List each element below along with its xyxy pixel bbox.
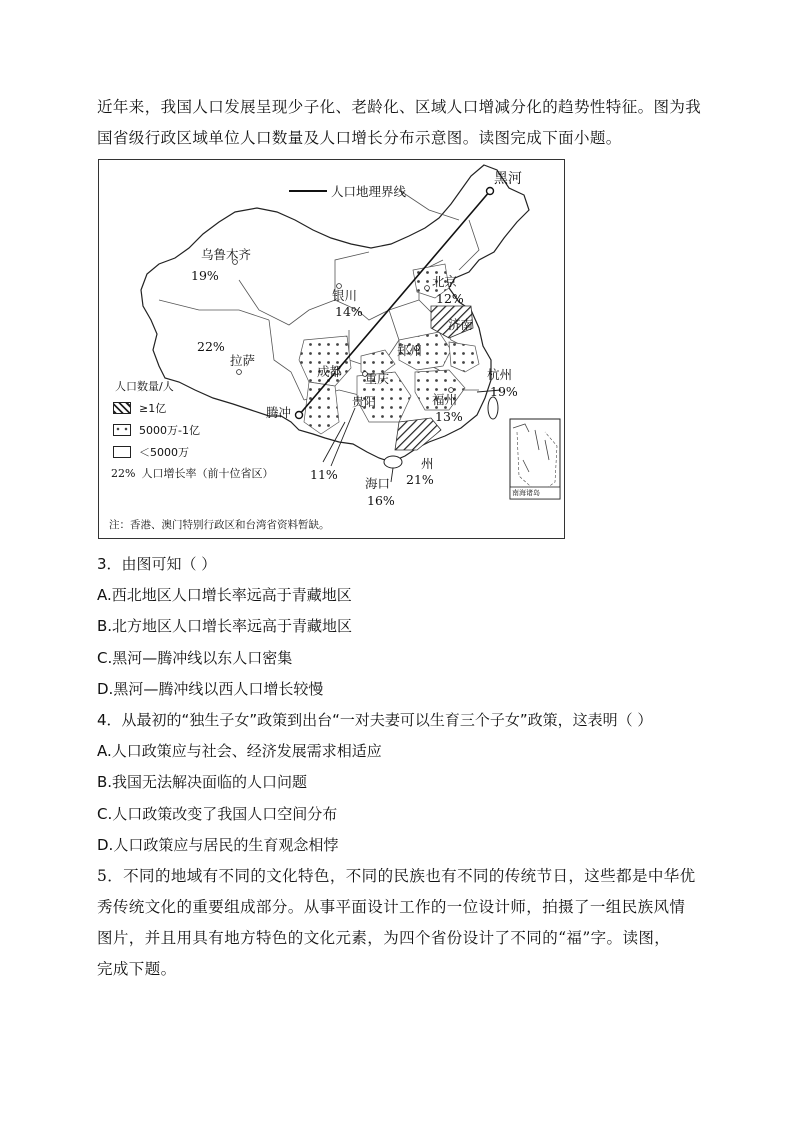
label-jinan: 济南 [448, 317, 474, 332]
china-map-drawing [99, 160, 566, 540]
legend-title: 人口数量/人 [115, 380, 174, 393]
intro-paragraph [97, 92, 707, 154]
legend-high [113, 400, 166, 416]
question-4-option-c[interactable]: C.人口政策改变了我国人口空间分布 [97, 805, 338, 823]
map-note: 注：香港、澳门特别行政区和台湾省资料暂缺。 [109, 519, 330, 531]
legend-low-swatch [113, 446, 131, 458]
question-3-option-c[interactable]: C.黑河—腾冲线以东人口密集 [97, 649, 293, 667]
question-4-option-b[interactable]: B.我国无法解决面临的人口问题 [97, 773, 308, 791]
inset-label: 南海诸岛 [512, 489, 540, 497]
line-legend-label: 人口地理界线 [331, 184, 407, 199]
label-hangzhou: 杭州 [487, 367, 513, 382]
heihe-point [487, 188, 494, 195]
question-5-paragraph [97, 861, 703, 985]
label-tengchong: 腾冲 [266, 405, 292, 420]
legend-rate-example: 22% [111, 466, 136, 480]
label-yinchuan: 银川 [332, 288, 358, 303]
intro-line-2: 国省级行政区域单位人口数量及人口增长分布示意图。读图完成下面小题。 [97, 129, 622, 147]
question-4-option-d[interactable]: D.人口政策应与居民的生育观念相悖 [97, 836, 339, 854]
label-urumqi: 乌鲁木齐 [201, 247, 252, 262]
rate-fuzhou: 13% [435, 409, 463, 424]
label-chongqing: 重庆 [365, 372, 390, 386]
label-zhengzhou: 郑州 [397, 343, 423, 358]
question-5-line-2: 秀传统文化的重要组成部分。从事平面设计工作的一位设计师，拍摄了一组民族风情 [97, 898, 686, 916]
rate-beijing: 12% [436, 291, 464, 306]
rate-urumqi: 19% [191, 268, 219, 283]
legend-mid-swatch [113, 424, 131, 436]
label-lasa: 拉萨 [230, 353, 256, 368]
legend-low [113, 444, 189, 460]
taiwan-island [488, 397, 498, 419]
rate-guangzhou: 21% [406, 472, 434, 487]
line-legend-swatch [289, 190, 327, 192]
rate-yinchuan: 14% [335, 304, 363, 319]
legend-mid [113, 422, 200, 438]
question-5-line-4: 完成下题。 [97, 960, 177, 978]
question-5-line-3: 图片，并且用具有地方特色的文化元素，为四个省份设计了不同的“福”字。读图， [97, 929, 671, 947]
label-chengdu: 成都 [317, 364, 343, 379]
question-3-option-b[interactable]: B.北方地区人口增长率远高于青藏地区 [97, 617, 353, 635]
label-guangzhou: 州 [421, 456, 434, 471]
question-3-option-d[interactable]: D.黑河—腾冲线以西人口增长较慢 [97, 680, 324, 698]
intro-line-1: 近年来，我国人口发展呈现少子化、老龄化、区域人口增减分化的趋势性特征。图为我 [97, 98, 702, 116]
hainan-island [384, 456, 402, 468]
legend-mid-label: 5000万-1亿 [139, 424, 200, 437]
label-fuzhou: 福州 [432, 392, 458, 407]
legend-low-label: ＜5000万 [139, 446, 189, 459]
question-4-option-a[interactable]: A.人口政策应与社会、经济发展需求相适应 [97, 742, 382, 760]
legend-rate-label: 人口增长率（前十位省区） [141, 467, 274, 480]
rate-yunnan: 11% [310, 467, 338, 482]
rate-hangzhou: 19% [490, 384, 518, 399]
rate-xizang: 22% [197, 339, 225, 354]
label-haikou: 海口 [365, 476, 391, 491]
legend-rate [111, 465, 273, 481]
rate-haikou: 16% [367, 493, 395, 508]
question-5-line-1: 5．不同的地域有不同的文化特色，不同的民族也有不同的传统节日，这些都是中华优 [97, 867, 696, 885]
label-beijing: 北京 [432, 274, 458, 289]
tengchong-point [296, 412, 303, 419]
question-3-stem: 3．由图可知（ ） [97, 555, 217, 573]
population-map-figure [98, 159, 565, 539]
question-4-stem: 4．从最初的“独生子女”政策到出台“一对夫妻可以生育三个子女”政策，这表明（ ） [97, 711, 653, 729]
legend-high-label: ≥1亿 [139, 402, 167, 415]
legend-high-swatch [113, 402, 131, 414]
label-guiyang: 贵阳 [352, 395, 377, 409]
line-legend [289, 182, 406, 200]
label-heihe: 黑河 [494, 171, 522, 187]
question-3-option-a[interactable]: A.西北地区人口增长率远高于青藏地区 [97, 586, 352, 604]
